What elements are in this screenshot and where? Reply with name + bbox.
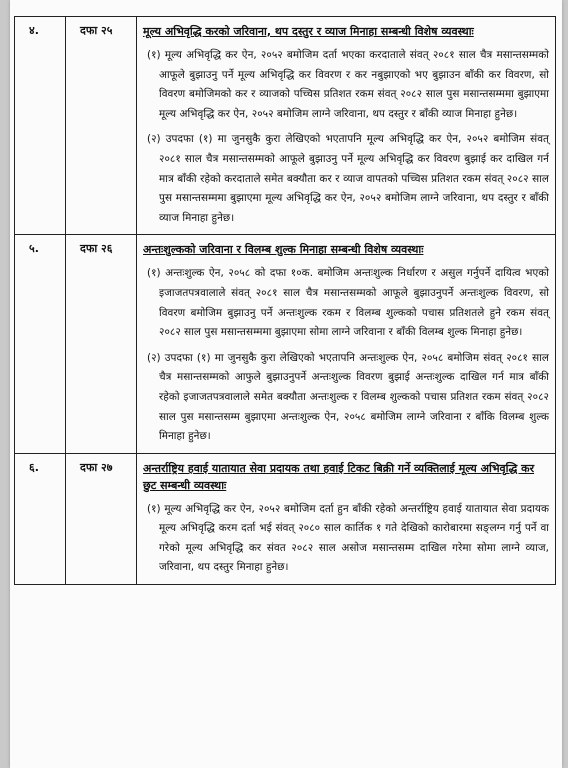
section-label: दफा २६ (80, 242, 113, 256)
provision-cell (137, 453, 556, 584)
provision-cell (137, 235, 556, 453)
section-label: दफा २५ (80, 24, 113, 37)
section-label: दफा २७ (80, 460, 113, 474)
clause-text: (२) उपदफा (१) मा जुनसुकै कुरा लेखिएको भएतापनि मूल्य अभिवृद्धि कर ऐन, २०५२ बमोजिम संवत् २०८१ साल चैत्र मसान्तसम्मको आफूले बुझाउनु पर्ने मूल्य अभिवृद्धि कर विवरण बुझाई कर दाखिल गर्न मात्र बाँकी रहेको करदाताले समेत बक्यौता कर र व्याज वापतको पच्चिस प्रतिशत रकम संवत् २०८२ साल पुस मसान्तसम्ममा बुझाएमा मूल्य अभिवृद्धि कर ऐन, २०५२ बमोजिम लाग्ने जरिवाना, थप दस्तुर र बाँकी व्याज मिनाहा हुनेछ। (147, 133, 549, 224)
provision-title: अन्तर्राष्ट्रिय हवाई यातायात सेवा प्रदायक तथा हवाई टिकट बिक्री गर्ने व्यक्तिलाई मूल्य अभिवृद्धि कर छुट सम्बन्धी व्यवस्थाः (143, 461, 535, 492)
provision-title: अन्तःशुल्कको जरिवाना र विलम्ब शुल्क मिनाहा सम्बन्धी विशेष व्यवस्थाः (143, 243, 424, 257)
row-number: ५. (29, 242, 39, 256)
row-number-cell (15, 453, 66, 584)
clause-text: (१) मूल्य अभिवृद्धि कर ऐन, २०५२ बमोजिम दर्ता हुन बाँकी रहेको अन्तर्राष्ट्रिय हवाई यातायात सेवा प्रदायक मूल्य अभिवृद्धि करम दर्ता भई संवत् २०८० साल कार्तिक १ गते देखिको कारोबारमा सङ्लग्न गर्नु पर्ने वा गरेको मूल्य अभिवृद्धि कर संवत २०८२ साल असोज मसान्तसम्म दाखिल गरेमा सोमा लाग्ने व्याज, जरिवाना, थप दस्तुर मिनाहा हुनेछ। (147, 502, 549, 574)
row-number-cell (15, 235, 66, 453)
clause-text: (१) मूल्य अभिवृद्धि कर ऐन, २०५२ बमोजिम दर्ता भएका करदाताले संवत् २०८१ साल चैत्र मसान्तसम्मको आफूले बुझाउनु पर्ने मूल्य अभिवृद्धि कर विवरण र कर नबुझाएको भए बुझाउन बाँकी कर विवरण, सो विवरण बमोजिमको कर र व्याजको पच्चिस प्रतिशत रकम संवत् २०८२ साल पुस मसान्तसम्ममा बुझाएमा मूल्य अभिवृद्धि कर ऐन, २०५२ बमोजिम लाग्ने जरिवाना, थप दस्तुर र बाँकी व्याज मिनाहा हुनेछ। (147, 49, 549, 120)
section-cell (66, 235, 137, 453)
table-row (15, 453, 556, 584)
clause-text: (१) अन्तःशुल्क ऐन, २०५८ को दफा १०क. बमोजिम अन्तःशुल्क निर्धारण र असुल गर्नुपर्ने दायित्व भएको इजाजतपत्रवालाले संवत् २०८१ साल चैत्र मसान्तसम्मको आफूले बुझाउनुपर्ने अन्तःशुल्क विवरण, सो विवरण बमोजिम बुझाउनु पर्ने अन्तःशुल्क रकम र विलम्ब शुल्कको पचास प्रतिशतले हुने रकम संवत् २०८२ साल पुस मसान्तसम्ममा बुझाएमा सोमा लाग्ने जरिवाना र बाँकी विलम्ब शुल्क मिनाहा हुनेछ। (147, 267, 549, 339)
document-page (10, 0, 562, 768)
row-number: ६. (29, 460, 39, 474)
provision-cell (137, 17, 556, 235)
provisions-table (14, 16, 556, 585)
section-cell (66, 17, 137, 235)
clause-text: (२) उपदफा (१) मा जुनसुकै कुरा लेखिएको भएतापनि अन्तःशुल्क ऐन, २०५८ बमोजिम संवत् २०८१ साल चैत्र मसान्तसम्मको आफुले बुझाउनुपर्ने अन्तःशुल्क विवरण बुझाई अन्तःशुल्क दाखिल गर्न मात्र बाँकी रहेको इजाजतपत्रवालाले समेत बक्यौता अन्तःशुल्क र विलम्ब शुल्कको पचास प्रतिशत रकम संवत् २०८२ साल पुस मसान्तसम्म बुझाएमा अन्तःशुल्क ऐन, २०५८ बमोजिम लाग्ने जरिवाना र बाँकि विलम्ब शुल्क मिनाहा हुनेछ। (147, 351, 549, 443)
table-row (15, 235, 556, 453)
provision-title: मूल्य अभिवृद्धि करको जरिवाना, थप दस्तुर र व्याज मिनाहा सम्बन्धी विशेष व्यवस्थाः (143, 25, 474, 38)
row-number: ४. (29, 24, 39, 37)
table-row (15, 17, 556, 235)
row-number-cell (15, 17, 66, 235)
section-cell (66, 453, 137, 584)
